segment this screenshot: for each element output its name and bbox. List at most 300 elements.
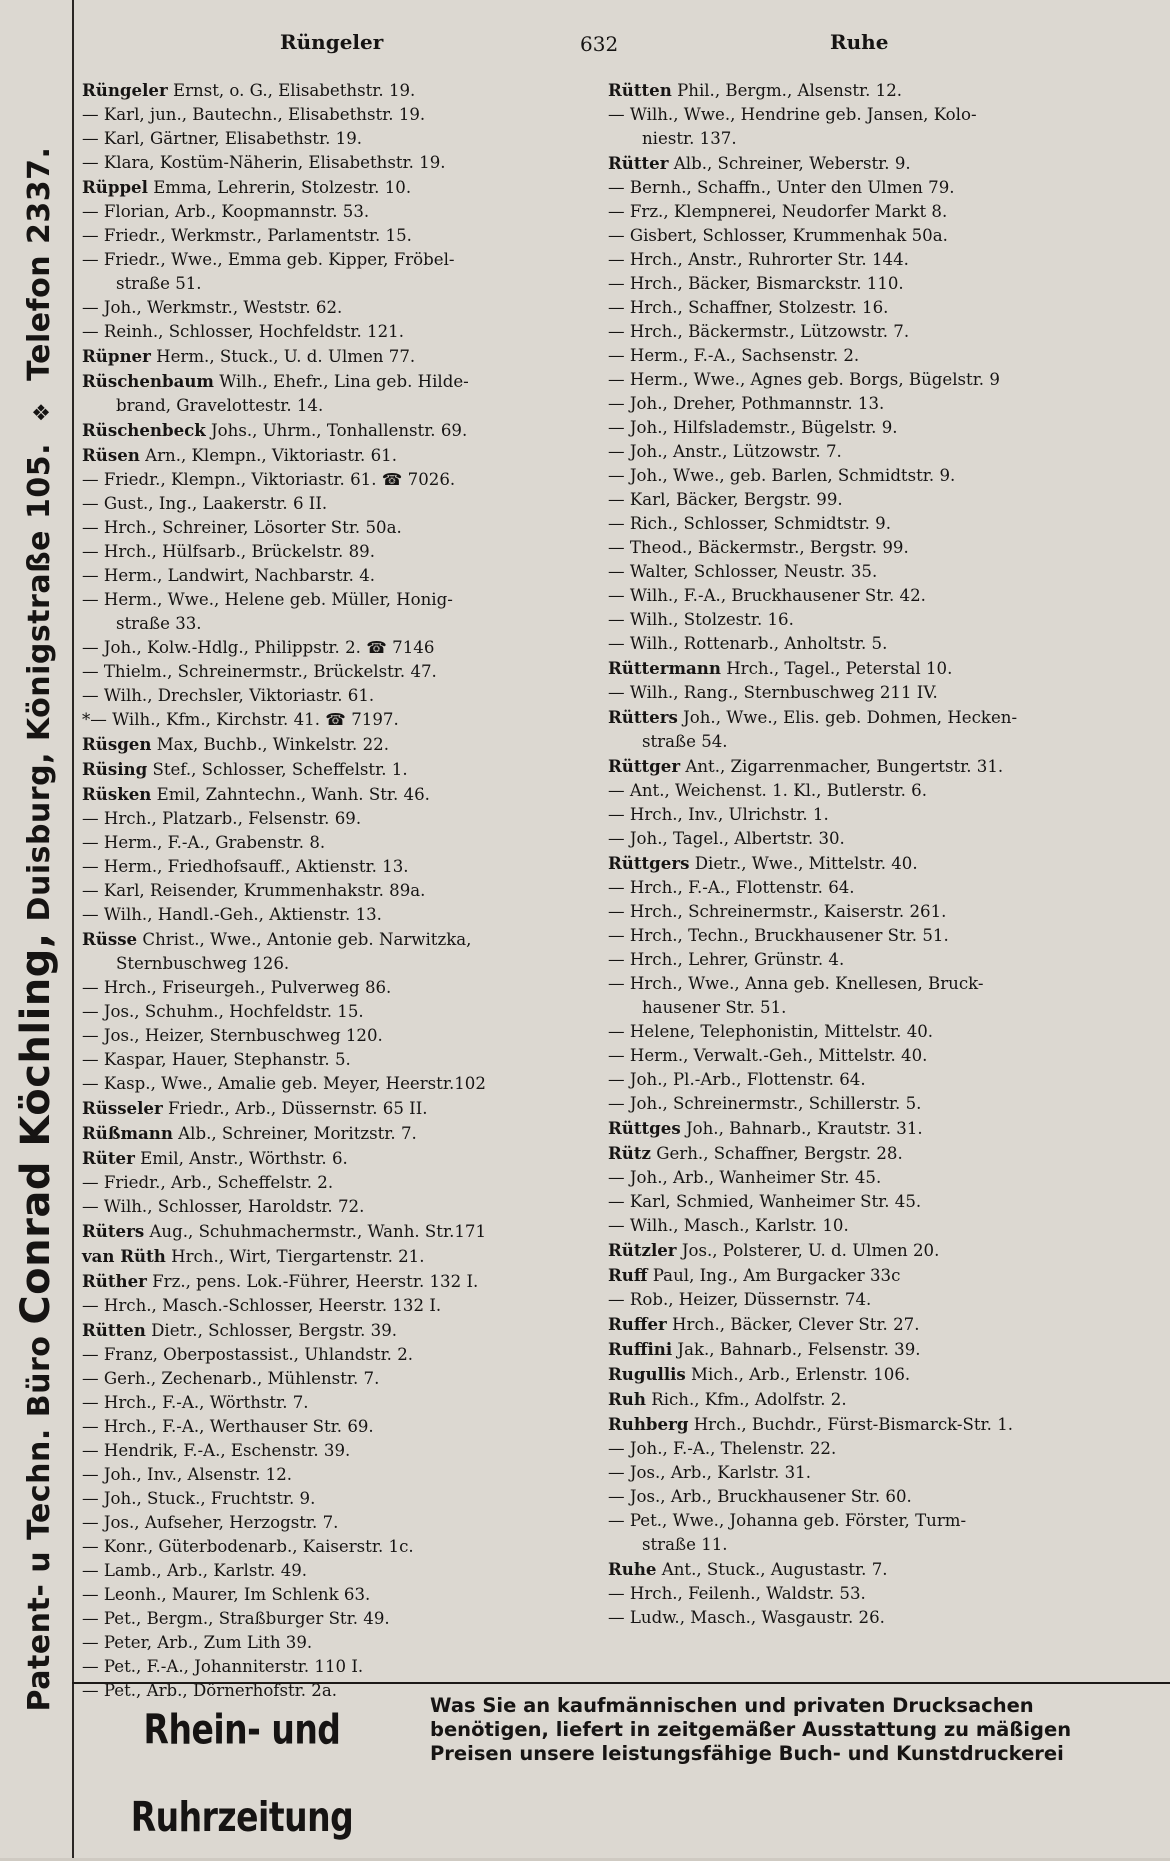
directory-entry	[82, 782, 582, 807]
print-shop-ad	[430, 1694, 1170, 1766]
entry-surname: Rüsse	[82, 929, 138, 949]
entry-surname: Rüngeler	[82, 80, 168, 100]
entry-text: — Hrch., Schreinermstr., Kaiserstr. 261.	[608, 902, 947, 921]
directory-entry	[82, 540, 582, 564]
entry-text: — Joh., Wwe., geb. Barlen, Schmidtstr. 9.	[608, 466, 956, 485]
entry-text: Phil., Bergm., Alsenstr. 12.	[671, 81, 903, 100]
entry-text: — Rob., Heizer, Düssernstr. 74.	[608, 1290, 872, 1309]
directory-entry	[82, 103, 582, 127]
entry-text: Hrch., Tagel., Peterstal 10.	[720, 659, 953, 678]
directory-entry	[82, 1244, 582, 1269]
directory-entry	[608, 392, 1160, 416]
directory-entry	[82, 564, 582, 588]
entry-text: Max, Buchb., Winkelstr. 22.	[151, 735, 389, 754]
entry-surname: Rütter	[608, 153, 669, 173]
entry-text: — Peter, Arb., Zum Lith 39.	[82, 1633, 313, 1652]
directory-entry	[608, 560, 1160, 584]
sidebar-company-name: Conrad Köchling,	[13, 932, 59, 1325]
entry-text: — Gerh., Zechenarb., Mühlenstr. 7.	[82, 1369, 380, 1388]
entry-text: — Walter, Schlosser, Neustr. 35.	[608, 562, 878, 581]
directory-entry	[82, 516, 582, 540]
directory-entry	[608, 151, 1160, 176]
directory-entry	[82, 1463, 582, 1487]
entry-text: — Hrch., Platzarb., Felsenstr. 69.	[82, 809, 362, 828]
directory-entry	[608, 1190, 1160, 1214]
entry-text: Emma, Lehrerin, Stolzestr. 10.	[147, 178, 412, 197]
entry-text: — Wilh., Wwe., Hendrine geb. Jansen, Kolo-	[608, 105, 977, 124]
entry-text: Ant., Zigarrenmacher, Bungertstr. 31.	[680, 757, 1004, 776]
directory-entry	[82, 952, 582, 976]
directory-entry	[82, 492, 582, 516]
entry-text: — Pet., Bergm., Straßburger Str. 49.	[82, 1609, 390, 1628]
entry-text: straße 33.	[116, 614, 202, 633]
directory-entry	[608, 1387, 1160, 1412]
entry-text: — Hrch., Bäcker, Bismarckstr. 110.	[608, 274, 904, 293]
entry-text: — Joh., Tagel., Albertstr. 30.	[608, 829, 845, 848]
directory-entry	[608, 876, 1160, 900]
entry-text: Sternbuschweg 126.	[116, 954, 290, 973]
directory-entry	[608, 1020, 1160, 1044]
directory-entry	[82, 807, 582, 831]
page-number: 632	[580, 32, 619, 56]
entry-text: — Joh., Anstr., Lützowstr. 7.	[608, 442, 842, 461]
entry-text: — Hendrik, F.-A., Eschenstr. 39.	[82, 1441, 351, 1460]
left-column	[82, 78, 582, 1700]
directory-entry	[82, 151, 582, 175]
directory-entry	[608, 464, 1160, 488]
directory-entry	[608, 1116, 1160, 1141]
entry-surname: Rüppel	[82, 177, 148, 197]
directory-entry	[82, 1583, 582, 1607]
entry-surname: Rüsseler	[82, 1098, 163, 1118]
entry-text: — Karl, Reisender, Krummenhakstr. 89a.	[82, 881, 426, 900]
directory-entry	[82, 1219, 582, 1244]
entry-text: — Herm., Verwalt.-Geh., Mittelstr. 40.	[608, 1046, 928, 1065]
directory-entry	[82, 1391, 582, 1415]
entry-text: Rich., Kfm., Adolfstr. 2.	[645, 1390, 847, 1409]
directory-entry	[82, 127, 582, 151]
entry-text: — Klara, Kostüm-Näherin, Elisabethstr. 19.	[82, 153, 446, 172]
entry-surname: Rüschenbeck	[82, 420, 206, 440]
entry-text: Hrch., Wirt, Tiergartenstr. 21.	[165, 1247, 425, 1266]
directory-entry	[608, 900, 1160, 924]
entry-surname: Rütters	[608, 707, 678, 727]
entry-surname: Rüschenbaum	[82, 371, 214, 391]
entry-text: Alb., Schreiner, Moritzstr. 7.	[172, 1124, 417, 1143]
entry-text: Jak., Bahnarb., Felsenstr. 39.	[672, 1340, 921, 1359]
entry-text: — Friedr., Wwe., Emma geb. Kipper, Fröbel-	[82, 250, 455, 269]
entry-text: Emil, Anstr., Wörthstr. 6.	[134, 1149, 348, 1168]
entry-text: — Hrch., F.-A., Werthauser Str. 69.	[82, 1417, 374, 1436]
directory-entry	[608, 1092, 1160, 1116]
directory-entry	[82, 684, 582, 708]
entry-text: — Herm., F.-A., Grabenstr. 8.	[82, 833, 326, 852]
entry-text: — Thielm., Schreinermstr., Brückelstr. 47.	[82, 662, 437, 681]
directory-entry	[608, 296, 1160, 320]
entry-text: — Joh., Inv., Alsenstr. 12.	[82, 1465, 293, 1484]
directory-entry	[608, 754, 1160, 779]
entry-text: — Herm., Wwe., Helene geb. Müller, Honig-	[82, 590, 453, 609]
directory-entry	[608, 632, 1160, 656]
entry-text: — Rich., Schlosser, Schmidtstr. 9.	[608, 514, 891, 533]
entry-text: Stef., Schlosser, Scheffelstr. 1.	[147, 760, 408, 779]
directory-entry	[608, 1533, 1160, 1557]
directory-entry	[608, 1288, 1160, 1312]
entry-text: — Wilh., Masch., Karlstr. 10.	[608, 1216, 849, 1235]
entry-text: straße 54.	[642, 732, 728, 751]
entry-surname: Rüttermann	[608, 658, 721, 678]
directory-entry	[608, 78, 1160, 103]
entry-surname: Rüters	[82, 1221, 145, 1241]
entry-surname: Rüter	[82, 1148, 135, 1168]
entry-text: — Jos., Heizer, Sternbuschweg 120.	[82, 1026, 383, 1045]
ad-line-2: benötigen, liefert in zeitgemäßer Ausstattung zu mäßigen	[430, 1718, 1072, 1741]
ad-line-3: Preisen unsere leistungsfähige Buch- und Kunstdruckerei	[430, 1742, 1064, 1765]
entry-surname: Rütz	[608, 1143, 651, 1163]
entry-surname: Ruhe	[608, 1559, 657, 1579]
sidebar-ad-text	[13, 147, 59, 1712]
entry-text: Christ., Wwe., Antonie geb. Narwitzka,	[137, 930, 472, 949]
directory-entry	[608, 1437, 1160, 1461]
entry-text: — Frz., Klempnerei, Neudorfer Markt 8.	[608, 202, 948, 221]
entry-text: Arn., Klempn., Viktoriastr. 61.	[139, 446, 397, 465]
entry-text: — Lamb., Arb., Karlstr. 49.	[82, 1561, 308, 1580]
entry-text: — Joh., Pl.-Arb., Flottenstr. 64.	[608, 1070, 866, 1089]
page-header	[80, 30, 1160, 70]
entry-text: — Hrch., Wwe., Anna geb. Knellesen, Bruck-	[608, 974, 984, 993]
entry-text: brand, Gravelottestr. 14.	[116, 396, 324, 415]
entry-text: — Hrch., Techn., Bruckhausener Str. 51.	[608, 926, 949, 945]
directory-entry	[82, 636, 582, 660]
entry-text: — Wilh., Handl.-Geh., Aktienstr. 13.	[82, 905, 382, 924]
entry-text: Alb., Schreiner, Weberstr. 9.	[668, 154, 911, 173]
directory-entry	[608, 972, 1160, 996]
header-left-keyword: Rüngeler	[280, 30, 384, 54]
entry-text: — Karl, jun., Bautechn., Elisabethstr. 19.	[82, 105, 426, 124]
entry-text: — Joh., Arb., Wanheimer Str. 45.	[608, 1168, 882, 1187]
entry-text: — Joh., F.-A., Thelenstr. 22.	[608, 1439, 837, 1458]
directory-entry	[608, 924, 1160, 948]
entry-surname: Ruff	[608, 1265, 648, 1285]
entry-text: hausener Str. 51.	[642, 998, 787, 1017]
directory-entry	[608, 103, 1160, 127]
directory-entry	[608, 1337, 1160, 1362]
directory-entry	[82, 1072, 582, 1096]
directory-entry	[82, 1294, 582, 1318]
entry-text: Joh., Wwe., Elis. geb. Dohmen, Hecken-	[677, 708, 1018, 727]
directory-entry	[82, 200, 582, 224]
entry-text: — Pet., Wwe., Johanna geb. Förster, Turm-	[608, 1511, 967, 1530]
sidebar-phone: Telefon 2337.	[22, 146, 57, 381]
entry-text: — Joh., Dreher, Pothmannstr. 13.	[608, 394, 885, 413]
directory-entry	[608, 1509, 1160, 1533]
entry-surname: Rüßmann	[82, 1123, 173, 1143]
directory-entry	[82, 732, 582, 757]
entry-surname: Rüttges	[608, 1118, 681, 1138]
entry-text: — Wilh., F.-A., Bruckhausener Str. 42.	[608, 586, 926, 605]
directory-entry	[82, 1655, 582, 1679]
entry-text: — Gust., Ing., Laakerstr. 6 II.	[82, 494, 328, 513]
entry-surname: Ruh	[608, 1389, 646, 1409]
directory-entry	[82, 879, 582, 903]
entry-text: Johs., Uhrm., Tonhallenstr. 69.	[205, 421, 468, 440]
directory-entry	[608, 488, 1160, 512]
entry-text: — Franz, Oberpostassist., Uhlandstr. 2.	[82, 1345, 414, 1364]
entry-text: Herm., Stuck., U. d. Ulmen 77.	[150, 347, 416, 366]
directory-entry	[82, 660, 582, 684]
entry-text: Gerh., Schaffner, Bergstr. 28.	[650, 1144, 903, 1163]
directory-entry	[608, 248, 1160, 272]
entry-text: Ernst, o. G., Elisabethstr. 19.	[167, 81, 416, 100]
entry-text: Ant., Stuck., Augustastr. 7.	[656, 1560, 888, 1579]
directory-entry	[608, 656, 1160, 681]
entry-text: Hrch., Buchdr., Fürst-Bismarck-Str. 1.	[688, 1415, 1014, 1434]
entry-text: — Joh., Stuck., Fruchtstr. 9.	[82, 1489, 316, 1508]
right-column	[608, 78, 1160, 1676]
entry-text: — Herm., Friedhofsauff., Aktienstr. 13.	[82, 857, 409, 876]
entry-surname: Ruhberg	[608, 1414, 689, 1434]
entry-text: Dietr., Wwe., Mittelstr. 40.	[689, 854, 918, 873]
entry-text: — Friedr., Klempn., Viktoriastr. 61. ☎ 7026.	[82, 470, 456, 489]
directory-entry	[608, 1461, 1160, 1485]
directory-entry	[82, 1000, 582, 1024]
entry-text: — Hrch., Bäckermstr., Lützowstr. 7.	[608, 322, 910, 341]
directory-entry	[82, 468, 582, 492]
entry-text: niestr. 137.	[642, 129, 737, 148]
directory-entry	[82, 1535, 582, 1559]
sidebar-advertisement	[0, 0, 74, 1858]
directory-entry	[82, 588, 582, 612]
entry-surname: Rüsen	[82, 445, 140, 465]
directory-entry	[82, 1415, 582, 1439]
entry-surname: Rüsken	[82, 784, 152, 804]
entry-text: Wilh., Ehefr., Lina geb. Hilde-	[213, 372, 469, 391]
entry-surname: Rüttger	[608, 756, 681, 776]
entry-text: Friedr., Arb., Düssernstr. 65 II.	[162, 1099, 428, 1118]
directory-entry	[82, 1048, 582, 1072]
entry-text: Mich., Arb., Erlenstr. 106.	[685, 1365, 911, 1384]
directory-entry	[82, 418, 582, 443]
entry-surname: Rüpner	[82, 346, 151, 366]
directory-entry	[608, 440, 1160, 464]
entry-text: — Herm., F.-A., Sachsenstr. 2.	[608, 346, 860, 365]
header-right-keyword: Ruhe	[830, 30, 889, 54]
entry-text: — Jos., Arb., Bruckhausener Str. 60.	[608, 1487, 912, 1506]
directory-entry	[608, 368, 1160, 392]
entry-surname: Rützler	[608, 1240, 677, 1260]
entry-surname: Rüther	[82, 1271, 147, 1291]
directory-entry	[608, 344, 1160, 368]
entry-text: — Joh., Werkmstr., Weststr. 62.	[82, 298, 343, 317]
entry-surname: Rütten	[82, 1320, 146, 1340]
entry-text: — Wilh., Rottenarb., Anholtstr. 5.	[608, 634, 888, 653]
entry-surname: Ruffer	[608, 1314, 667, 1334]
directory-entry	[82, 1318, 582, 1343]
entry-text: — Joh., Kolw.-Hdlg., Philippstr. 2. ☎ 7146	[82, 638, 435, 657]
entry-text: — Kaspar, Hauer, Stephanstr. 5.	[82, 1050, 351, 1069]
directory-entry	[82, 1269, 582, 1294]
entry-text: straße 11.	[642, 1535, 728, 1554]
entry-text: — Hrch., Anstr., Ruhrorter Str. 144.	[608, 250, 909, 269]
ad-line-1: Was Sie an kaufmännischen und privaten Drucksachen	[430, 1694, 1034, 1717]
directory-entry	[608, 803, 1160, 827]
entry-text: — Hrch., Schaffner, Stolzestr. 16.	[608, 298, 889, 317]
directory-entry	[608, 1214, 1160, 1238]
directory-entry	[82, 1439, 582, 1463]
entry-text: — Wilh., Schlosser, Haroldstr. 72.	[82, 1197, 365, 1216]
entry-text: Hrch., Bäcker, Clever Str. 27.	[666, 1315, 920, 1334]
entry-text: — Hrch., Masch.-Schlosser, Heerstr. 132 I.	[82, 1296, 442, 1315]
directory-entry	[82, 272, 582, 296]
directory-entry	[608, 730, 1160, 754]
directory-entry	[608, 1068, 1160, 1092]
entry-text: — Hrch., Inv., Ulrichstr. 1.	[608, 805, 829, 824]
directory-entry	[82, 1343, 582, 1367]
directory-entry	[608, 1362, 1160, 1387]
directory-entry	[82, 394, 582, 418]
directory-entry	[608, 1263, 1160, 1288]
entry-text: — Hrch., Hülfsarb., Brückelstr. 89.	[82, 542, 375, 561]
entry-text: — Wilh., Rang., Sternbuschweg 211 IV.	[608, 683, 938, 702]
entry-text: — Wilh., Drechsler, Viktoriastr. 61.	[82, 686, 375, 705]
directory-entry	[608, 416, 1160, 440]
directory-entry	[82, 927, 582, 952]
entry-text: — Jos., Arb., Karlstr. 31.	[608, 1463, 811, 1482]
entry-text: — Leonh., Maurer, Im Schlenk 63.	[82, 1585, 371, 1604]
entry-text: — Gisbert, Schlosser, Krummenhak 50a.	[608, 226, 948, 245]
sidebar-part1: Patent- u Techn. Büro	[22, 1335, 57, 1712]
entry-surname: Rüsing	[82, 759, 148, 779]
entry-text: — Friedr., Werkmstr., Parlamentstr. 15.	[82, 226, 412, 245]
entry-text: — Pet., Arb., Dörnerhofstr. 2a.	[82, 1681, 338, 1700]
directory-entry	[82, 1607, 582, 1631]
directory-entry	[82, 1559, 582, 1583]
directory-entry	[608, 851, 1160, 876]
directory-entry	[82, 1096, 582, 1121]
directory-entry	[608, 1166, 1160, 1190]
entry-surname: Ruffini	[608, 1339, 673, 1359]
directory-entry	[608, 1557, 1160, 1582]
entry-text: straße 51.	[116, 274, 202, 293]
entry-text: — Helene, Telephonistin, Mittelstr. 40.	[608, 1022, 934, 1041]
diamond-separator-icon: ❖	[30, 401, 55, 423]
directory-entry	[82, 1487, 582, 1511]
directory-entry	[608, 584, 1160, 608]
entry-text: — Joh., Hilfslademstr., Bügelstr. 9.	[608, 418, 898, 437]
directory-entry	[608, 705, 1160, 730]
directory-entry	[608, 176, 1160, 200]
entry-surname: Rugullis	[608, 1364, 686, 1384]
entry-text: Aug., Schuhmachermstr., Wanh. Str.171	[144, 1222, 487, 1241]
directory-entry	[608, 1412, 1160, 1437]
directory-entry	[82, 855, 582, 879]
directory-entry	[608, 1312, 1160, 1337]
footer-advertisement	[72, 1682, 1170, 1841]
directory-entry	[82, 175, 582, 200]
directory-entry	[82, 78, 582, 103]
directory-entry	[608, 1238, 1160, 1263]
directory-entry	[608, 127, 1160, 151]
directory-entry	[82, 1171, 582, 1195]
directory-entry	[608, 996, 1160, 1020]
directory-entry	[82, 757, 582, 782]
entry-text: Joh., Bahnarb., Krautstr. 31.	[680, 1119, 923, 1138]
entry-text: Frz., pens. Lok.-Führer, Heerstr. 132 I.	[146, 1272, 479, 1291]
entry-text: — Hrch., Friseurgeh., Pulverweg 86.	[82, 978, 392, 997]
directory-entry	[82, 1121, 582, 1146]
directory-entry	[608, 1582, 1160, 1606]
directory-entry	[82, 344, 582, 369]
directory-entry	[608, 827, 1160, 851]
entry-text: Dietr., Schlosser, Bergstr. 39.	[145, 1321, 398, 1340]
directory-entry	[608, 681, 1160, 705]
entry-text: — Karl, Schmied, Wanheimer Str. 45.	[608, 1192, 922, 1211]
directory-entry	[82, 1146, 582, 1171]
directory-entry	[82, 320, 582, 344]
directory-entry	[608, 608, 1160, 632]
entry-text: — Theod., Bäckermstr., Bergstr. 99.	[608, 538, 909, 557]
directory-entry	[82, 248, 582, 272]
entry-text: — Jos., Aufseher, Herzogstr. 7.	[82, 1513, 339, 1532]
directory-entry	[82, 224, 582, 248]
directory-entry	[82, 831, 582, 855]
directory-entry	[82, 1511, 582, 1535]
entry-text: Emil, Zahntechn., Wanh. Str. 46.	[151, 785, 430, 804]
entry-text: — Joh., Schreinermstr., Schillerstr. 5.	[608, 1094, 922, 1113]
directory-entry	[82, 1195, 582, 1219]
directory-entry	[608, 1141, 1160, 1166]
directory-entry	[608, 536, 1160, 560]
directory-entry	[82, 903, 582, 927]
entry-text: — Wilh., Stolzestr. 16.	[608, 610, 794, 629]
directory-entry	[608, 1485, 1160, 1509]
directory-entry	[82, 976, 582, 1000]
directory-entry	[82, 369, 582, 394]
directory-entry	[82, 1024, 582, 1048]
directory-entry	[608, 948, 1160, 972]
directory-entry	[82, 1367, 582, 1391]
sidebar-address: Duisburg, Königstraße 105.	[22, 443, 57, 922]
entry-text: — Hrch., Schreiner, Lösorter Str. 50a.	[82, 518, 402, 537]
entry-text: — Herm., Wwe., Agnes geb. Borgs, Bügelstr. 9	[608, 370, 1000, 389]
directory-entry	[608, 320, 1160, 344]
directory-entry	[608, 512, 1160, 536]
directory-entry	[82, 296, 582, 320]
entry-text: — Herm., Landwirt, Nachbarstr. 4.	[82, 566, 376, 585]
entry-text: Paul, Ing., Am Burgacker 33c	[647, 1266, 901, 1285]
entry-text: — Jos., Schuhm., Hochfeldstr. 15.	[82, 1002, 364, 1021]
entry-surname: van Rüth	[82, 1246, 166, 1266]
entry-text: — Reinh., Schlosser, Hochfeldstr. 121.	[82, 322, 404, 341]
entry-text: — Hrch., Feilenh., Waldstr. 53.	[608, 1584, 866, 1603]
entry-text: — Hrch., F.-A., Flottenstr. 64.	[608, 878, 855, 897]
entry-text: — Karl, Bäcker, Bergstr. 99.	[608, 490, 843, 509]
entry-text: — Bernh., Schaffn., Unter den Ulmen 79.	[608, 178, 955, 197]
entry-surname: Rüsgen	[82, 734, 152, 754]
entry-text: Jos., Polsterer, U. d. Ulmen 20.	[676, 1241, 940, 1260]
entry-text: — Karl, Gärtner, Elisabethstr. 19.	[82, 129, 363, 148]
directory-entry	[82, 612, 582, 636]
entry-surname: Rütten	[608, 80, 672, 100]
directory-entry	[608, 224, 1160, 248]
directory-entry	[608, 1044, 1160, 1068]
directory-entry	[82, 708, 582, 732]
directory-entry	[608, 1606, 1160, 1630]
entry-text: *— Wilh., Kfm., Kirchstr. 41. ☎ 7197.	[82, 710, 399, 729]
directory-entry	[608, 200, 1160, 224]
entry-text: — Florian, Arb., Koopmannstr. 53.	[82, 202, 370, 221]
newspaper-logo: Rhein- und Ruhrzeitung	[130, 1704, 354, 1841]
